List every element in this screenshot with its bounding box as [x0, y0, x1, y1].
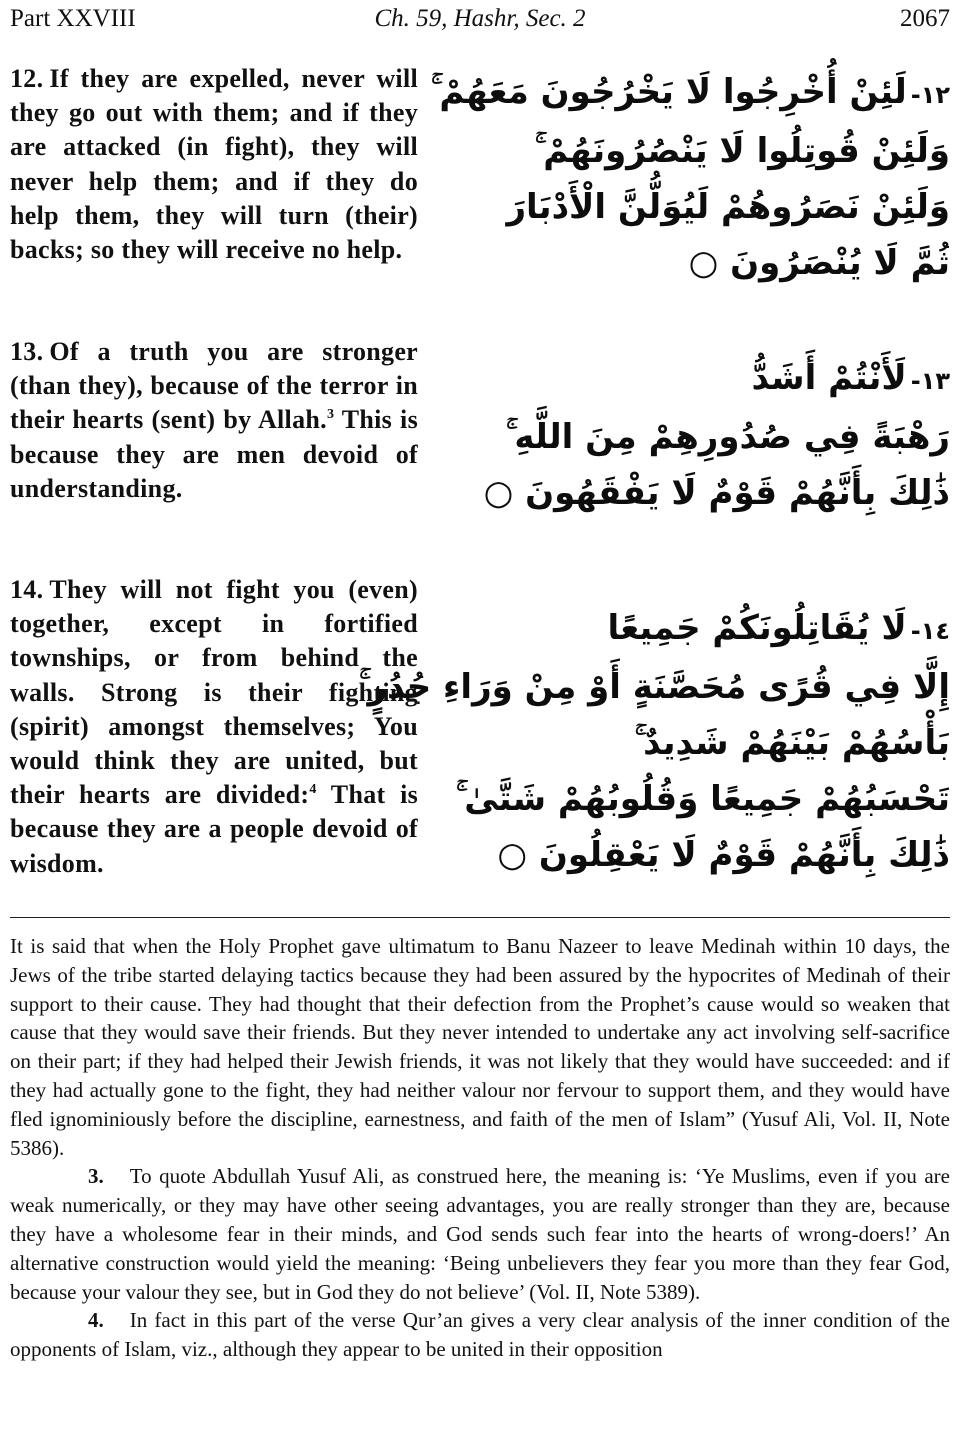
arabic-line: ١٢-لَئِنْ أُخْرِجُوا لَا يَخْرُجُونَ مَعَهُمْ ۚ: [430, 72, 950, 112]
footnote-text: To quote Abdullah Yusuf Ali, as construed here, the meaning is: ‘Ye Muslims, even if you are weak numerically, or they may have other seeing advantages, you are really stronger than they are, because they have a wholesome fear in their minds, and God sends such fear into the hearts of wrong-doers!’ An alternative construction would yield the meaning: ‘Being unbelievers they fear you more than they fear God, because your valour they see, but in God they do not believe’ (Vol. II, Note 5389).: [10, 1164, 950, 1304]
verse-13-translation: [10, 335, 418, 506]
arabic-line: تَحْسَبُهُمْ جَمِيعًا وَقُلُوبُهُمْ شَتَّىٰ ۚ: [455, 779, 950, 819]
arabic-line: ثُمَّ لَا يُنْصَرُونَ ○: [688, 243, 950, 283]
verse-number: 12.: [10, 64, 44, 93]
part-label: Part XXVIII: [10, 5, 136, 32]
arabic-line: ذَٰلِكَ بِأَنَّهُمْ قَوْمٌ لَا يَعْقِلُونَ ○: [497, 835, 950, 875]
arabic-line: وَلَئِنْ نَصَرُوهُمْ لَيُوَلُّنَّ الْأَدْبَارَ: [506, 187, 950, 227]
arabic-line: وَلَئِنْ قُوتِلُوا لَا يَنْصُرُونَهُمْ ۚ: [534, 131, 950, 171]
verse-14-arabic: [358, 600, 950, 883]
arabic-line: ذَٰلِكَ بِأَنَّهُمْ قَوْمٌ لَا يَفْقَهُونَ ○: [483, 473, 950, 513]
verse-13-arabic: [483, 350, 950, 521]
verse-14-translation: [10, 573, 418, 881]
footnote-4: [10, 1306, 950, 1364]
verse-text: This is because they are men devoid of understanding.: [10, 405, 418, 503]
verse-marker: ١٤-: [910, 617, 950, 645]
verse-12-arabic: [430, 64, 950, 291]
arabic-line: إِلَّا فِي قُرًى مُحَصَّنَةٍ أَوْ مِنْ وَرَاءِ جُدُرٍ ۚ: [358, 667, 950, 707]
footnote-3: [10, 1162, 950, 1306]
footnote-number: 4.: [88, 1308, 104, 1333]
footnote-number: 3.: [88, 1164, 104, 1189]
verse-text: Of a truth you are stronger (than they), because of the terror in their hearts (sent) by Allah.: [10, 337, 418, 435]
footnote-divider: [10, 917, 950, 918]
chapter-title: Ch. 59, Hashr, Sec. 2: [374, 5, 586, 32]
footnote-ref: 3: [326, 407, 335, 423]
footnotes: [10, 932, 950, 1364]
footnote-text: In fact in this part of the verse Qur’an gives a very clear analysis of the inner condition of the opponents of Islam, viz., although they appear to be united in their opposition: [10, 1308, 950, 1362]
page-header: [10, 2, 950, 36]
verse-text: If they are expelled, never will they go out with them; and if they are attacked (in fight), they will never help them; and if they do help them, they will turn (their) backs; so they will receive no help.: [10, 64, 418, 265]
verse-marker: ١٢-: [910, 81, 950, 109]
verse-text: That is because they are a people devoid of wisdom.: [10, 780, 419, 878]
arabic-line: رَهْبَةً فِي صُدُورِهِمْ مِنَ اللَّهِ ۚ: [505, 417, 950, 457]
verse-marker: ١٣-: [910, 367, 950, 395]
verse-number: 13.: [10, 337, 44, 366]
arabic-line: ١٤-لَا يُقَاتِلُونَكُمْ جَمِيعًا: [607, 608, 950, 648]
arabic-line: بَأْسُهُمْ بَيْنَهُمْ شَدِيدٌ ۚ: [634, 723, 950, 763]
arabic-line: ١٣-لَأَنْتُمْ أَشَدُّ: [751, 358, 950, 398]
footnote-continuation: It is said that when the Holy Prophet gave ultimatum to Banu Nazeer to leave Medinah within 10 days, the Jews of the tribe started delaying tactics because they had been assured by the hypocrites of Medinah of their support to their cause. They had thought that their defection from the Prophet’s cause would so weaken that cause that they would save their friends. But they never intended to undertake any act involving self-sacrifice on their part; if they had helped their Jewish friends, it was not likely that they would have succeeded: and if they had actually gone to the fight, they had neither valour nor fervour to support them, and they would have fled ignominiously before the discipline, earnestness, and faith of the men of Islam” (Yusuf Ali, Vol. II, Note 5386).: [10, 934, 950, 1160]
page-number: 2067: [900, 5, 950, 32]
verse-text: They will not fight you (even) together, except in fortified townships, or from behind the walls. Strong is their fighting (spirit) amongst themselves; You would think they are united, but their hearts are divided:: [10, 575, 418, 810]
verse-number: 14.: [10, 575, 44, 604]
footnote-ref: 4: [309, 782, 317, 798]
verse-12-translation: [10, 62, 418, 267]
